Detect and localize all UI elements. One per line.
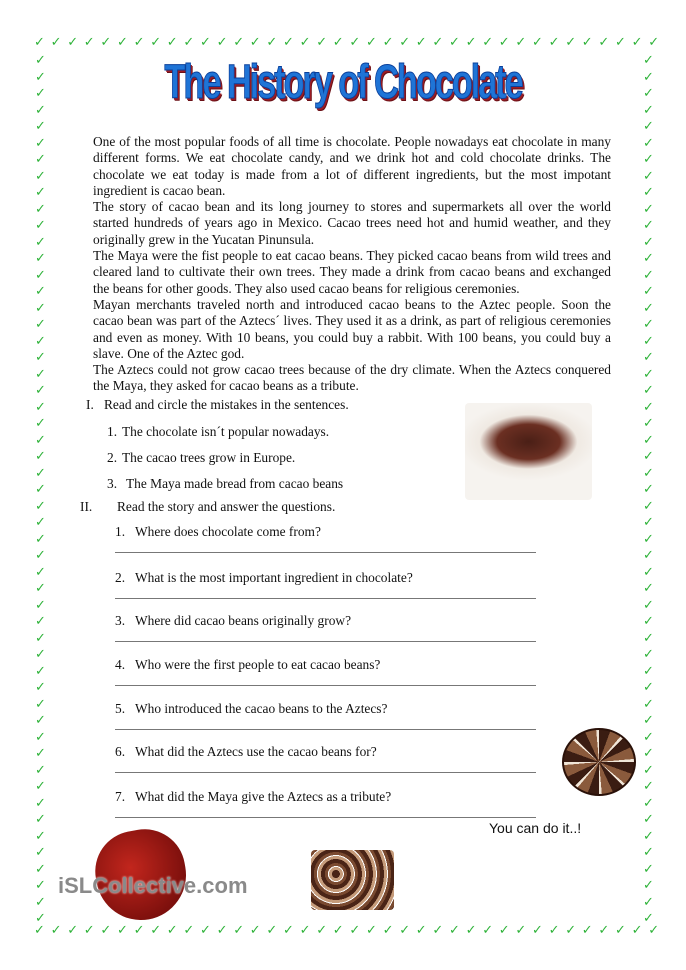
chocolates-pile-image bbox=[311, 850, 394, 910]
border-tick-icon: ✓ bbox=[581, 923, 593, 938]
border-tick-icon: ✓ bbox=[643, 597, 654, 613]
question-num: 5. bbox=[115, 701, 126, 716]
border-tick-icon: ✓ bbox=[643, 69, 654, 85]
story-text bbox=[93, 134, 611, 395]
border-tick-icon: ✓ bbox=[548, 35, 560, 50]
border-tick-icon: ✓ bbox=[643, 647, 654, 662]
border-tick-icon: ✓ bbox=[35, 465, 46, 481]
answer-line[interactable] bbox=[115, 772, 536, 773]
border-tick-icon: ✓ bbox=[548, 923, 560, 938]
border-tick-icon: ✓ bbox=[643, 300, 654, 316]
border-tick-icon: ✓ bbox=[35, 515, 46, 530]
border-tick-icon: ✓ bbox=[35, 663, 46, 679]
watermark: iSLCollective.com bbox=[58, 873, 248, 898]
border-tick-icon: ✓ bbox=[366, 35, 377, 50]
answer-line[interactable] bbox=[115, 641, 536, 642]
border-tick-icon: ✓ bbox=[35, 185, 46, 200]
border-tick-icon: ✓ bbox=[67, 923, 79, 938]
border-tick-icon: ✓ bbox=[643, 482, 654, 497]
border-tick-icon: ✓ bbox=[316, 923, 328, 938]
border-tick-icon: ✓ bbox=[316, 35, 328, 50]
border-tick-icon: ✓ bbox=[35, 267, 46, 283]
question-text: What did the Maya give the Aztecs as a tribute? bbox=[135, 789, 392, 804]
border-tick-icon: ✓ bbox=[50, 923, 62, 938]
border-tick-icon: ✓ bbox=[35, 894, 46, 910]
border-tick-icon: ✓ bbox=[35, 795, 46, 811]
border-tick-icon: ✓ bbox=[648, 35, 660, 50]
border-tick-icon: ✓ bbox=[643, 383, 654, 398]
border-tick-icon: ✓ bbox=[183, 35, 195, 50]
border-tick-icon: ✓ bbox=[643, 581, 654, 596]
question-text: Where did cacao beans originally grow? bbox=[135, 613, 352, 628]
border-tick-icon: ✓ bbox=[35, 399, 46, 415]
border-tick-icon: ✓ bbox=[643, 465, 654, 481]
border-tick-icon: ✓ bbox=[216, 35, 228, 50]
border-tick-icon: ✓ bbox=[133, 923, 145, 938]
border-tick-icon: ✓ bbox=[35, 482, 46, 497]
border-tick-icon: ✓ bbox=[35, 647, 46, 662]
border-tick-icon: ✓ bbox=[643, 548, 654, 563]
border-tick-icon: ✓ bbox=[35, 251, 46, 266]
border-tick-icon: ✓ bbox=[643, 564, 654, 580]
border-tick-icon: ✓ bbox=[34, 923, 45, 938]
border-tick-icon: ✓ bbox=[35, 218, 46, 233]
border-tick-icon: ✓ bbox=[643, 234, 654, 250]
border-tick-icon: ✓ bbox=[643, 729, 654, 745]
border-tick-icon: ✓ bbox=[631, 923, 643, 938]
border-tick-icon: ✓ bbox=[35, 812, 46, 827]
border-tick-icon: ✓ bbox=[332, 35, 344, 50]
border-tick-icon: ✓ bbox=[643, 828, 654, 844]
border-tick-icon: ✓ bbox=[643, 416, 654, 431]
border-tick-icon: ✓ bbox=[35, 102, 46, 118]
border-tick-icon: ✓ bbox=[200, 35, 211, 50]
border-tick-icon: ✓ bbox=[643, 432, 654, 448]
border-tick-icon: ✓ bbox=[643, 779, 654, 794]
border-tick-icon: ✓ bbox=[35, 449, 46, 464]
border-tick-icon: ✓ bbox=[631, 35, 643, 50]
mistake-num: 1. bbox=[107, 424, 118, 439]
border-tick-icon: ✓ bbox=[35, 416, 46, 431]
border-tick-icon: ✓ bbox=[35, 581, 46, 596]
border-tick-icon: ✓ bbox=[35, 86, 46, 101]
border-tick-icon: ✓ bbox=[643, 696, 654, 712]
border-tick-icon: ✓ bbox=[465, 923, 477, 938]
border-tick-icon: ✓ bbox=[615, 923, 626, 938]
border-tick-icon: ✓ bbox=[449, 923, 460, 938]
border-tick-icon: ✓ bbox=[643, 614, 654, 629]
border-tick-icon: ✓ bbox=[643, 449, 654, 464]
border-tick-icon: ✓ bbox=[643, 630, 654, 646]
mistake-num: 3. bbox=[107, 476, 118, 491]
border-tick-icon: ✓ bbox=[35, 317, 46, 332]
border-tick-icon: ✓ bbox=[643, 878, 654, 893]
border-tick-icon: ✓ bbox=[166, 923, 178, 938]
border-tick-icon: ✓ bbox=[83, 35, 95, 50]
question-text: Where does chocolate come from? bbox=[135, 524, 321, 539]
border-tick-icon: ✓ bbox=[299, 35, 311, 50]
answer-line[interactable] bbox=[115, 598, 536, 599]
border-tick-icon: ✓ bbox=[35, 746, 46, 761]
border-tick-icon: ✓ bbox=[35, 696, 46, 712]
border-tick-icon: ✓ bbox=[465, 35, 477, 50]
border-tick-icon: ✓ bbox=[366, 923, 377, 938]
border-tick-icon: ✓ bbox=[249, 35, 261, 50]
border-tick-icon: ✓ bbox=[35, 366, 46, 382]
question-num: 4. bbox=[115, 657, 126, 672]
border-tick-icon: ✓ bbox=[415, 35, 427, 50]
border-tick-icon: ✓ bbox=[34, 35, 45, 50]
border-tick-icon: ✓ bbox=[35, 845, 46, 860]
border-tick-icon: ✓ bbox=[643, 119, 654, 134]
border-tick-icon: ✓ bbox=[35, 630, 46, 646]
border-tick-icon: ✓ bbox=[349, 923, 361, 938]
border-tick-icon: ✓ bbox=[183, 923, 195, 938]
question-num: 3. bbox=[115, 613, 126, 628]
border-tick-icon: ✓ bbox=[266, 35, 278, 50]
border-tick-icon: ✓ bbox=[35, 762, 46, 778]
border-tick-icon: ✓ bbox=[35, 201, 46, 217]
mistake-sentence: The Maya made bread from cacao beans bbox=[126, 476, 344, 491]
border-tick-icon: ✓ bbox=[532, 923, 543, 938]
border-tick-icon: ✓ bbox=[283, 35, 294, 50]
border-tick-icon: ✓ bbox=[399, 923, 411, 938]
border-tick-icon: ✓ bbox=[643, 911, 654, 926]
border-tick-icon: ✓ bbox=[35, 779, 46, 794]
border-tick-icon: ✓ bbox=[117, 35, 128, 50]
border-tick-icon: ✓ bbox=[133, 35, 145, 50]
answer-line[interactable] bbox=[115, 817, 536, 818]
border-tick-icon: ✓ bbox=[117, 923, 128, 938]
border-tick-icon: ✓ bbox=[643, 350, 654, 365]
border-tick-icon: ✓ bbox=[83, 923, 95, 938]
border-tick-icon: ✓ bbox=[643, 795, 654, 811]
border-tick-icon: ✓ bbox=[100, 923, 112, 938]
border-tick-icon: ✓ bbox=[35, 713, 46, 728]
border-tick-icon: ✓ bbox=[382, 923, 394, 938]
border-tick-icon: ✓ bbox=[643, 267, 654, 283]
border-tick-icon: ✓ bbox=[415, 923, 427, 938]
border-tick-icon: ✓ bbox=[643, 663, 654, 679]
border-tick-icon: ✓ bbox=[643, 713, 654, 728]
question-text: What did the Aztecs use the cacao beans for? bbox=[135, 744, 377, 759]
border-tick-icon: ✓ bbox=[35, 878, 46, 893]
border-tick-icon: ✓ bbox=[643, 762, 654, 778]
border-tick-icon: ✓ bbox=[643, 152, 654, 167]
border-tick-icon: ✓ bbox=[35, 350, 46, 365]
border-tick-icon: ✓ bbox=[35, 383, 46, 398]
border-tick-icon: ✓ bbox=[643, 185, 654, 200]
border-tick-icon: ✓ bbox=[643, 746, 654, 761]
border-tick-icon: ✓ bbox=[35, 828, 46, 844]
question-text: Who were the first people to eat cacao beans? bbox=[135, 657, 381, 672]
border-tick-icon: ✓ bbox=[35, 168, 46, 184]
border-tick-icon: ✓ bbox=[643, 680, 654, 695]
border-tick-icon: ✓ bbox=[399, 35, 411, 50]
mistake-sentence: The chocolate isn´t popular nowadays. bbox=[122, 424, 330, 439]
border-tick-icon: ✓ bbox=[432, 923, 444, 938]
answer-line[interactable] bbox=[115, 729, 536, 730]
border-tick-icon: ✓ bbox=[382, 35, 394, 50]
border-tick-icon: ✓ bbox=[266, 923, 278, 938]
border-tick-icon: ✓ bbox=[35, 53, 46, 68]
border-tick-icon: ✓ bbox=[35, 729, 46, 745]
border-tick-icon: ✓ bbox=[643, 531, 654, 547]
story-paragraph: One of the most popular foods of all time is chocolate. People nowadays eat chocolate in many different forms. We eat chocolate candy, and we drink hot and cold chocolate drinks. The chocolate we eat today is made from a lot of different ingredients, but the most impotant ingredient is cacao bean. bbox=[93, 134, 611, 198]
question-text: Who introduced the cacao beans to the Aztecs? bbox=[135, 701, 388, 716]
question-num: 6. bbox=[115, 744, 126, 759]
border-tick-icon: ✓ bbox=[249, 923, 261, 938]
border-tick-icon: ✓ bbox=[35, 597, 46, 613]
border-tick-icon: ✓ bbox=[332, 923, 344, 938]
border-tick-icon: ✓ bbox=[35, 614, 46, 629]
border-tick-icon: ✓ bbox=[581, 35, 593, 50]
border-tick-icon: ✓ bbox=[349, 35, 361, 50]
border-tick-icon: ✓ bbox=[283, 923, 294, 938]
border-tick-icon: ✓ bbox=[200, 923, 211, 938]
border-tick-icon: ✓ bbox=[643, 135, 654, 151]
story-paragraph: Mayan merchants traveled north and introduced cacao beans to the Aztec people. Soon the cacao bean was part of the Aztecs´ lives. They used it as a drink, as part of religious ceremonies and even as money. With 10 beans, you could buy a rabbit. With 100 beans, you could buy a slave. One of the Aztec god. bbox=[93, 296, 611, 361]
border-tick-icon: ✓ bbox=[35, 152, 46, 167]
border-tick-icon: ✓ bbox=[35, 498, 46, 514]
border-tick-icon: ✓ bbox=[565, 923, 577, 938]
border-tick-icon: ✓ bbox=[643, 498, 654, 514]
question-num: 7. bbox=[115, 789, 126, 804]
answer-line[interactable] bbox=[115, 685, 536, 686]
border-tick-icon: ✓ bbox=[643, 894, 654, 910]
border-tick-icon: ✓ bbox=[35, 234, 46, 250]
question-text: What is the most important ingredient in chocolate? bbox=[135, 570, 413, 585]
border-tick-icon: ✓ bbox=[67, 35, 79, 50]
border-tick-icon: ✓ bbox=[498, 35, 510, 50]
border-tick-icon: ✓ bbox=[50, 35, 62, 50]
page-title: The History of Chocolate bbox=[164, 56, 522, 109]
border-tick-icon: ✓ bbox=[35, 333, 46, 349]
story-paragraph: The Aztecs could not grow cacao trees because of the dry climate. When the Aztecs conquered the Maya, they asked for cacao beans as a tribute. bbox=[93, 362, 611, 394]
border-tick-icon: ✓ bbox=[35, 432, 46, 448]
border-tick-icon: ✓ bbox=[233, 35, 245, 50]
border-tick-icon: ✓ bbox=[643, 845, 654, 860]
chocolate-dessert-image bbox=[465, 403, 592, 500]
border-tick-icon: ✓ bbox=[643, 861, 654, 877]
border-tick-icon: ✓ bbox=[643, 102, 654, 118]
border-tick-icon: ✓ bbox=[643, 366, 654, 382]
answer-line[interactable] bbox=[115, 552, 536, 553]
border-tick-icon: ✓ bbox=[643, 86, 654, 101]
border-tick-icon: ✓ bbox=[498, 923, 510, 938]
story-paragraph: The Maya were the fist people to eat cacao beans. They picked cacao beans from wild trees and cleared land to cultivate their own trees. They made a drink from cacao beans and exchanged the beans for other goods. They also used cacao beans for religious ceremonies. bbox=[93, 248, 611, 296]
border-tick-icon: ✓ bbox=[643, 317, 654, 332]
border-tick-icon: ✓ bbox=[515, 35, 527, 50]
border-tick-icon: ✓ bbox=[35, 680, 46, 695]
border-tick-icon: ✓ bbox=[643, 168, 654, 184]
border-tick-icon: ✓ bbox=[233, 923, 245, 938]
border-tick-icon: ✓ bbox=[515, 923, 527, 938]
border-tick-icon: ✓ bbox=[150, 923, 162, 938]
border-tick-icon: ✓ bbox=[35, 531, 46, 547]
border-tick-icon: ✓ bbox=[35, 564, 46, 580]
border-tick-icon: ✓ bbox=[643, 812, 654, 827]
border-tick-icon: ✓ bbox=[35, 548, 46, 563]
border-tick-icon: ✓ bbox=[35, 69, 46, 85]
question-num: 1. bbox=[115, 524, 126, 539]
border-tick-icon: ✓ bbox=[35, 119, 46, 134]
mistake-num: 2. bbox=[107, 450, 118, 465]
border-tick-icon: ✓ bbox=[482, 923, 494, 938]
border-tick-icon: ✓ bbox=[35, 135, 46, 151]
border-tick-icon: ✓ bbox=[643, 251, 654, 266]
border-tick-icon: ✓ bbox=[643, 201, 654, 217]
border-tick-icon: ✓ bbox=[598, 923, 610, 938]
border-tick-icon: ✓ bbox=[532, 35, 543, 50]
border-tick-icon: ✓ bbox=[432, 35, 444, 50]
border-tick-icon: ✓ bbox=[565, 35, 577, 50]
border-tick-icon: ✓ bbox=[643, 515, 654, 530]
border-tick-icon: ✓ bbox=[35, 911, 46, 926]
border-tick-icon: ✓ bbox=[35, 284, 46, 299]
border-tick-icon: ✓ bbox=[216, 923, 228, 938]
question-num: 2. bbox=[115, 570, 126, 585]
border-tick-icon: ✓ bbox=[35, 300, 46, 316]
section1-instruction: Read and circle the mistakes in the sentences. bbox=[104, 397, 349, 412]
border-tick-icon: ✓ bbox=[35, 861, 46, 877]
border-tick-icon: ✓ bbox=[643, 333, 654, 349]
border-tick-icon: ✓ bbox=[615, 35, 626, 50]
border-tick-icon: ✓ bbox=[100, 35, 112, 50]
story-paragraph: The story of cacao bean and its long journey to stores and supermarkets all over the world started hundreds of years ago in Mexico. Cacao trees need hot and humid weather, and they originally grew in the Yucatan Pinunsula. bbox=[93, 199, 611, 247]
border-tick-icon: ✓ bbox=[648, 923, 660, 938]
border-tick-icon: ✓ bbox=[449, 35, 460, 50]
border-tick-icon: ✓ bbox=[643, 284, 654, 299]
border-tick-icon: ✓ bbox=[482, 35, 494, 50]
border-tick-icon: ✓ bbox=[643, 399, 654, 415]
border-tick-icon: ✓ bbox=[166, 35, 178, 50]
border-tick-icon: ✓ bbox=[598, 35, 610, 50]
section2-instruction: Read the story and answer the questions. bbox=[117, 499, 336, 514]
border-tick-icon: ✓ bbox=[150, 35, 162, 50]
border-tick-icon: ✓ bbox=[643, 53, 654, 68]
border-tick-icon: ✓ bbox=[299, 923, 311, 938]
section2-numeral: II. bbox=[80, 499, 93, 514]
border-tick-icon: ✓ bbox=[643, 218, 654, 233]
chocolate-box-image bbox=[562, 728, 636, 796]
encouragement-text: You can do it..! bbox=[489, 820, 582, 836]
mistake-sentence: The cacao trees grow in Europe. bbox=[122, 450, 296, 465]
section1-numeral: I. bbox=[86, 397, 94, 412]
